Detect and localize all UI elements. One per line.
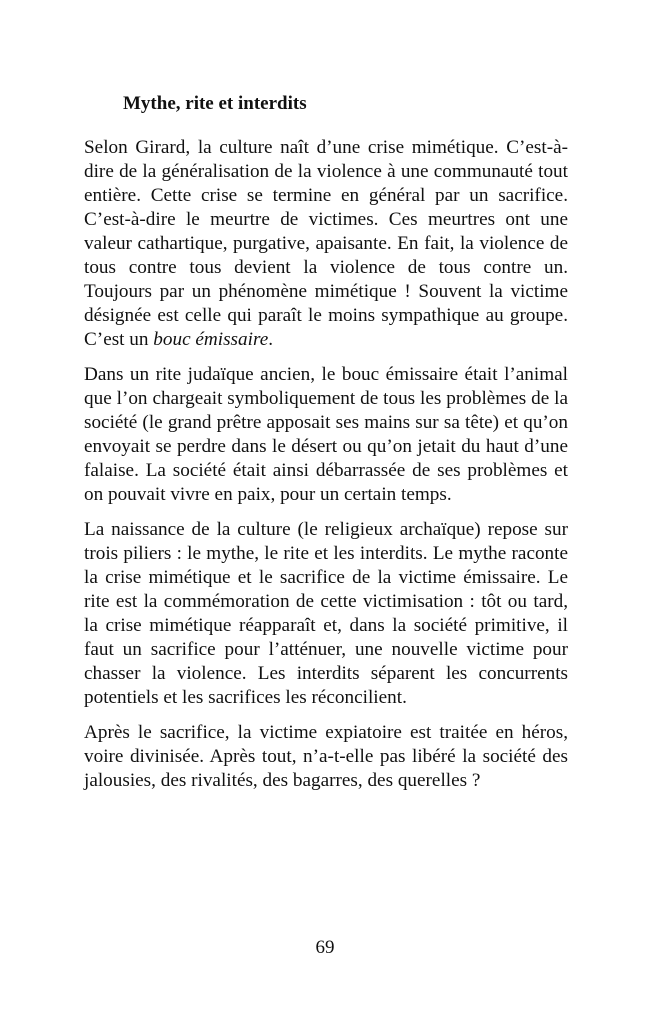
body-text <box>84 136 568 804</box>
paragraph-2: Dans un rite judaïque ancien, le bouc émissaire était l’animal que l’on chargeait symboliquement de tous les problèmes de la société (le grand prêtre apposait ses mains sur sa tête) et qu’on envoyait se perdre dans le désert ou qu’on jetait du haut d’une falaise. La société était ainsi débarrassée de ses problèmes et on pouvait vivre en paix, pour un certain temps. <box>84 364 568 505</box>
paragraph-1 <box>84 136 568 352</box>
page-number: 69 <box>315 937 335 958</box>
paragraph-1-emphasis: bouc émissaire <box>153 329 269 350</box>
paragraph-1-end: . <box>268 329 274 350</box>
section-title: Mythe, rite et interdits <box>123 93 307 114</box>
paragraph-3: La naissance de la culture (le religieux archaïque) repose sur trois piliers : le mythe, le rite et les interdits. Le mythe raconte la crise mimétique et le sacrifice de la victime émissaire. Le rite est la commémoration de cette victimisation : tôt ou tard, la crise mimétique réapparaît et, dans la société primitive, il faut un sacrifice pour l’atténuer, une nouvelle victime pour chasser la violence. Les interdits séparent les concurrents potentiels et les sacrifices les réconcilient. <box>84 519 568 708</box>
paragraph-4: Après le sacrifice, la victime expiatoire est traitée en héros, voire divinisée. Après tout, n’a-t-elle pas libéré la société des jalousies, des rivalités, des bagarres, des querelles ? <box>84 722 568 791</box>
paragraph-1-text: Selon Girard, la culture naît d’une crise mimétique. C’est-à-dire de la généralisation de la violence à une communauté tout entière. Cette crise se termine en général par un sacrifice. C’est-à-dire le meurtre de victimes. Ces meurtres ont une valeur cathartique, purgative, apaisante. En fait, la violence de tous contre tous devient la violence de tous contre un. Toujours par un phénomène mimétique ! Souvent la victime désignée est celle qui paraît le moins sympathique au groupe. C’est un <box>84 137 568 350</box>
